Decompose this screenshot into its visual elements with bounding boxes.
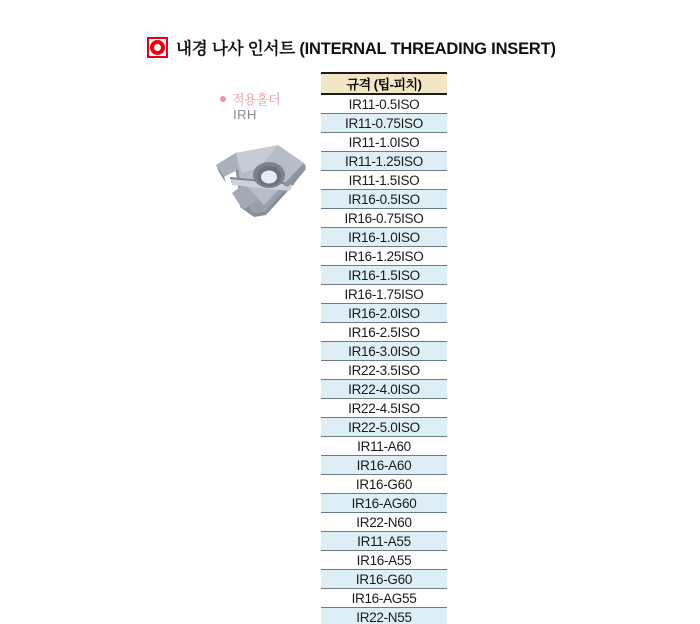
table-row <box>321 342 447 361</box>
table-row <box>321 513 447 532</box>
spec-cell: IR16-1.0ISO <box>321 228 447 247</box>
table-row <box>321 456 447 475</box>
brand-ring-icon <box>147 37 168 58</box>
spec-cell: IR16-0.75ISO <box>321 209 447 228</box>
table-row <box>321 304 447 323</box>
spec-cell: IR11-1.25ISO <box>321 152 447 171</box>
ring-shape <box>150 40 165 55</box>
spec-cell: IR22-N60 <box>321 513 447 532</box>
page-header <box>147 35 556 59</box>
spec-cell: IR16-0.5ISO <box>321 190 447 209</box>
table-row <box>321 380 447 399</box>
spec-table-body <box>321 94 447 624</box>
spec-cell: IR11-0.75ISO <box>321 114 447 133</box>
table-row <box>321 171 447 190</box>
table-row <box>321 437 447 456</box>
spec-cell: IR11-A60 <box>321 437 447 456</box>
spec-cell: IR16-A55 <box>321 551 447 570</box>
spec-cell: IR16-1.5ISO <box>321 266 447 285</box>
table-row <box>321 94 447 114</box>
spec-cell: IR11-0.5ISO <box>321 94 447 114</box>
spec-cell: IR16-AG60 <box>321 494 447 513</box>
table-row <box>321 551 447 570</box>
table-row <box>321 152 447 171</box>
spec-cell: IR22-4.5ISO <box>321 399 447 418</box>
table-row <box>321 209 447 228</box>
spec-cell: IR22-5.0ISO <box>321 418 447 437</box>
table-row <box>321 247 447 266</box>
spec-cell: IR16-1.75ISO <box>321 285 447 304</box>
spec-cell: IR16-AG55 <box>321 589 447 608</box>
spec-cell: IR22-3.5ISO <box>321 361 447 380</box>
spec-cell: IR22-N55 <box>321 608 447 624</box>
table-row <box>321 114 447 133</box>
table-row <box>321 285 447 304</box>
applicable-holder-label <box>220 89 280 108</box>
spec-cell: IR16-G60 <box>321 475 447 494</box>
spec-cell: IR11-A55 <box>321 532 447 551</box>
spec-table-header: 규격 (팁-피치) <box>321 73 447 94</box>
holder-label-text: 적용홀더 <box>232 92 281 107</box>
table-row <box>321 399 447 418</box>
table-row <box>321 266 447 285</box>
spec-cell: IR11-1.0ISO <box>321 133 447 152</box>
table-row <box>321 570 447 589</box>
table-row <box>321 532 447 551</box>
table-row <box>321 190 447 209</box>
table-row <box>321 418 447 437</box>
threading-insert-image <box>212 133 322 227</box>
spec-cell: IR16-1.25ISO <box>321 247 447 266</box>
spec-table-header-row <box>321 73 447 94</box>
table-row <box>321 323 447 342</box>
table-row <box>321 475 447 494</box>
page-title: 내경 나사 인서트 (INTERNAL THREADING INSERT) <box>176 40 556 58</box>
table-row <box>321 589 447 608</box>
spec-table-head <box>321 73 447 94</box>
table-row <box>321 228 447 247</box>
table-row <box>321 608 447 624</box>
bullet-icon <box>220 96 226 102</box>
spec-cell: IR16-3.0ISO <box>321 342 447 361</box>
spec-table <box>321 72 447 624</box>
table-row <box>321 361 447 380</box>
table-row <box>321 494 447 513</box>
spec-cell: IR16-2.0ISO <box>321 304 447 323</box>
spec-cell: IR16-G60 <box>321 570 447 589</box>
table-row <box>321 133 447 152</box>
spec-cell: IR16-2.5ISO <box>321 323 447 342</box>
spec-cell: IR22-4.0ISO <box>321 380 447 399</box>
holder-name: IRH <box>233 107 257 122</box>
spec-cell: IR16-A60 <box>321 456 447 475</box>
threading-insert-svg <box>212 133 322 227</box>
spec-cell: IR11-1.5ISO <box>321 171 447 190</box>
